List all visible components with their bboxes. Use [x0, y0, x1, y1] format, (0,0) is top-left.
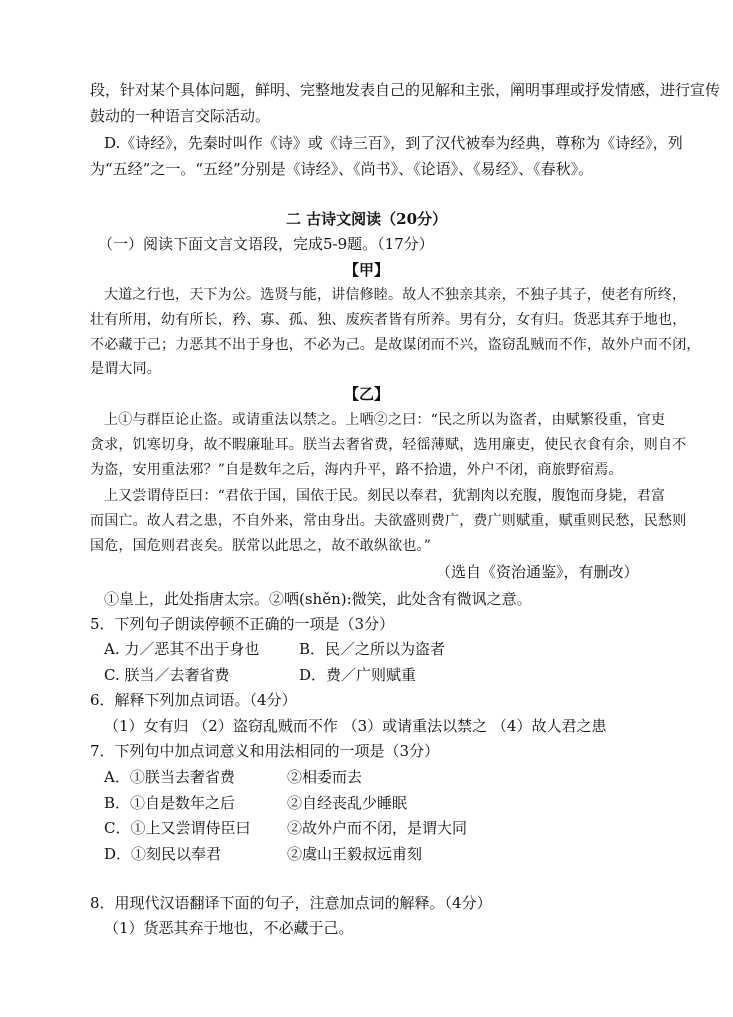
passage-yi-title: 【乙】: [343, 385, 389, 403]
body-text-line: 段，针对某个具体问题，鲜明、完整地发表自己的见解和主张，阐明事理或抒发情感，进行宣传: [90, 81, 721, 99]
question-6-items: （1）女有归 （2）盗窃乱贼而不作 （3）或请重法以禁之 （4）故人君之患: [104, 717, 607, 735]
question-8: 8．用现代汉语翻译下面的句子，注意加点词的解释。（4分）: [90, 894, 492, 912]
question-7: 7．下列句中加点词意义和用法相同的一项是（3分）: [90, 742, 440, 760]
question-6: 6．解释下列加点词语。（4分）: [90, 691, 297, 709]
passage-jia-line: 壮有所用，幼有所长，矜、寡、孤、独、废疾者皆有所养。男有分，女有归。货恶其弃于地也，: [90, 312, 687, 328]
source-citation: （选自《资治通鉴》，有删改）: [436, 563, 639, 581]
passage-yi-line: 国危，国危则君丧矣。朕常以此思之，故不敢纵欲也。”: [90, 538, 432, 554]
question-5-option-d: D．费／广则赋重: [299, 666, 417, 684]
question-7-option-b2: ②自经丧乱少睡眠: [287, 794, 408, 812]
part-instruction: （一）阅读下面文言文语段，完成5-9题。（17分）: [98, 235, 434, 253]
question-7-option-a2: ②相委而去: [287, 768, 363, 786]
question-7-option-d2: ②虞山王毅叔远甫刻: [287, 845, 423, 863]
passage-jia-line: 是谓大同。: [90, 361, 161, 377]
question-8-item-1: （1）货恶其弃于地也，不必藏于己。: [104, 919, 354, 937]
question-7-option-c1: C．①上又尝谓侍臣曰: [104, 819, 251, 837]
question-5-option-b: B．民／之所以为盗者: [299, 640, 446, 658]
passage-jia-line: 不必藏于己；力恶其不出于身也，不必为己。是故谋闭而不兴，盗窃乱贼而不作，故外户而不闭，: [90, 337, 701, 353]
passage-yi-line: 贪求，饥寒切身，故不暇廉耻耳。朕当去奢省费，轻徭薄赋，选用廉吏，使民衣食有余，则自不: [90, 437, 687, 453]
passage-jia-title: 【甲】: [343, 261, 389, 279]
passage-yi-line: 为盗，安用重法邪？”自是数年之后，海内升平，路不拾遗，外户不闭，商旅野宿焉。: [90, 462, 623, 478]
body-text-line: 鼓动的一种语言交际活动。: [90, 107, 271, 125]
passage-jia-line: 大道之行也，天下为公。选贤与能，讲信修睦。故人不独亲其亲，不独子其子，使老有所终，: [104, 287, 687, 303]
body-text-line: 为“五经”之一。“五经”分别是《诗经》、《尚书》、《论语》、《易经》、《春秋》。: [90, 160, 594, 178]
question-7-option-a1: A．①朕当去奢省费: [104, 768, 235, 786]
question-5-option-a: A. 力／恶其不出于身也: [104, 640, 260, 658]
passage-yi-line: 上又尝谓侍臣曰：“君依于国，国依于民。刻民以奉君，犹割肉以充腹，腹饱而身毙，君富: [104, 488, 666, 504]
passage-yi-line: 上①与群臣论止盗。或请重法以禁之。上哂②之曰：“民之所以为盗者，由赋繁役重，官吏: [104, 412, 666, 428]
footnote: ①皇上，此处指唐太宗。②哂(shěn):微笑，此处含有微讽之意。: [104, 590, 532, 608]
question-5-option-c: C. 朕当／去奢省费: [104, 666, 230, 684]
question-7-option-d1: D．①刻民以奉君: [104, 845, 222, 863]
question-7-option-b1: B．①自是数年之后: [104, 794, 236, 812]
question-7-option-c2: ②故外户而不闭，是谓大同: [287, 819, 468, 837]
question-5: 5．下列句子朗读停顿不正确的一项是（3分）: [90, 615, 395, 633]
section-title: 二 古诗文阅读（20分）: [285, 210, 448, 228]
passage-yi-line: 而国亡。故人君之患，不自外来，常由身出。夫欲盛则费广，费广则赋重，赋重则民愁，民愁则: [90, 513, 687, 529]
option-d-text: D.《诗经》，先秦时叫作《诗》或《诗三百》，到了汉代被奉为经典，尊称为《诗经》，列: [104, 134, 683, 152]
